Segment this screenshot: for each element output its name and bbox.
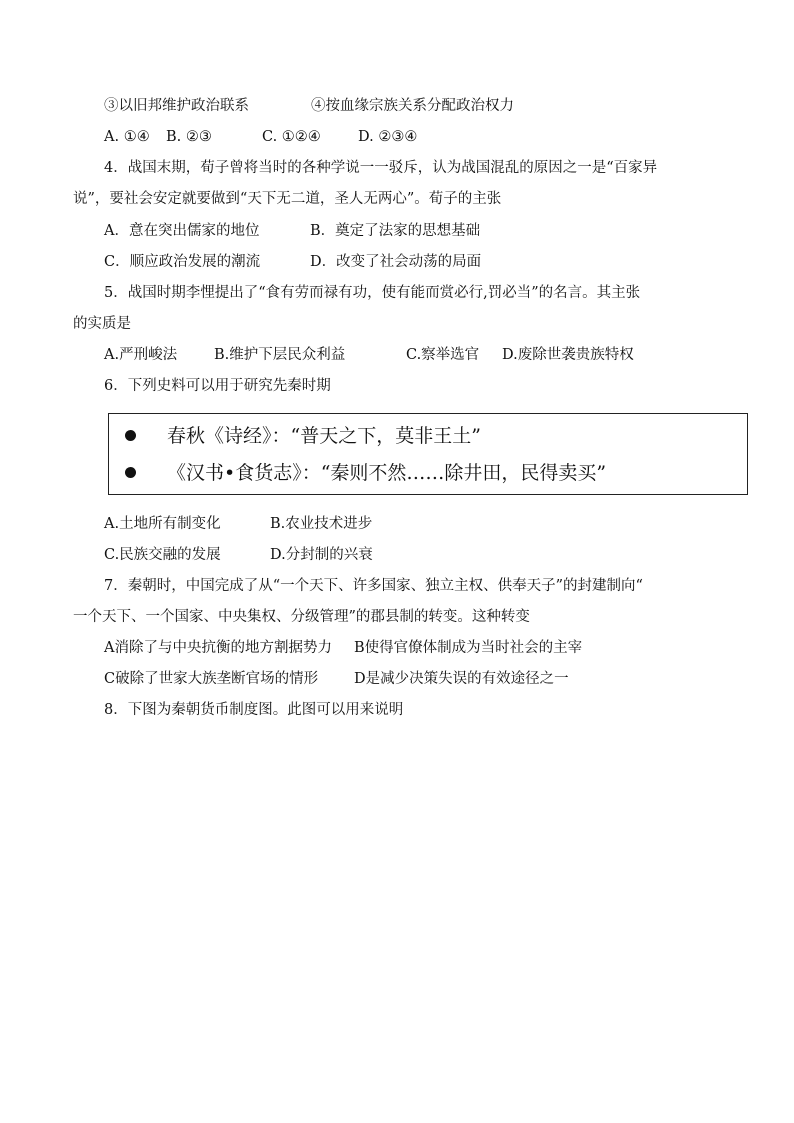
- q4-options-row1: [104, 221, 744, 241]
- q6-source-line2: [125, 460, 606, 486]
- q4-option-b: B．奠定了法家的思想基础: [310, 223, 481, 239]
- q7-option-c: C破除了世家大族垄断官场的情形: [104, 671, 319, 687]
- q6-options-row1: [104, 514, 744, 534]
- q7-options-row1: [104, 638, 744, 658]
- q5-options-row: [104, 345, 744, 365]
- q3-answer-b: B. ②③: [166, 129, 212, 145]
- q4-option-d: D．改变了社会动荡的局面: [310, 254, 482, 270]
- q3-answer-d: D. ②③④: [358, 129, 418, 145]
- q6-stem: 6．下列史料可以用于研究先秦时期: [104, 378, 331, 394]
- bullet-icon: [125, 467, 136, 478]
- q5-option-a: A.严刑峻法: [104, 347, 178, 363]
- q7-stem-line1: 7．秦朝时，中国完成了从“一个天下、许多国家、独立主权、供奉天子”的封建制向“: [104, 578, 643, 594]
- q3-answer-a: A. ①④: [104, 129, 150, 145]
- q8-stem: 8．下图为秦朝货币制度图。此图可以用来说明: [104, 702, 404, 718]
- q7-option-d: D是减少决策失误的有效途径之一: [354, 671, 569, 687]
- q5-option-b: B.维护下层民众利益: [214, 347, 346, 363]
- q4-stem-line2: 说”，要社会安定就要做到“天下无二道，圣人无两心”。荀子的主张: [73, 191, 502, 207]
- q5-option-c: C.察举选官: [406, 347, 480, 363]
- q7-options-row2: [104, 669, 744, 689]
- q6-option-b: B.农业技术进步: [270, 516, 373, 532]
- q3-answer-c: C. ①②④: [262, 129, 321, 145]
- q6-option-d: D.分封制的兴衰: [270, 547, 373, 563]
- q6-source-text2: 《汉书•食货志》：“秦则不然……除井田，民得卖买”: [167, 462, 607, 484]
- bullet-icon: [125, 430, 136, 441]
- q6-source-text1: 春秋《诗经》：“普天之下，莫非王土”: [167, 425, 481, 447]
- q4-options-row2: [104, 252, 744, 272]
- q3-option-3: ③以旧邦维护政治联系: [104, 98, 249, 114]
- q4-option-a: A．意在突出儒家的地位: [104, 223, 260, 239]
- q4-option-c: C．顺应政治发展的潮流: [104, 254, 261, 270]
- q6-source-line1: [125, 423, 481, 449]
- q6-option-a: A.土地所有制变化: [104, 516, 221, 532]
- q5-stem-line1: 5．战国时期李悝提出了“食有劳而禄有功，使有能而赏必行,罚必当”的名言。其主张: [104, 285, 641, 301]
- q6-option-c: C.民族交融的发展: [104, 547, 221, 563]
- q7-option-a: A消除了与中央抗衡的地方割据势力: [104, 640, 332, 656]
- q7-stem-line2: 一个天下、一个国家、中央集权、分级管理”的郡县制的转变。这种转变: [73, 609, 530, 625]
- q6-options-row2: [104, 545, 744, 565]
- q4-stem-line1: 4．战国末期，荀子曾将当时的各种学说一一驳斥，认为战国混乱的原因之一是“百家异: [104, 160, 658, 176]
- q3-options-row: [104, 96, 744, 116]
- q3-answers-row: [104, 127, 744, 147]
- q7-option-b: B使得官僚体制成为当时社会的主宰: [354, 640, 583, 656]
- q5-stem-line2: 的实质是: [73, 316, 131, 332]
- q6-source-box: [108, 413, 748, 495]
- q3-option-4: ④按血缘宗族关系分配政治权力: [311, 98, 514, 114]
- q5-option-d: D.废除世袭贵族特权: [502, 347, 634, 363]
